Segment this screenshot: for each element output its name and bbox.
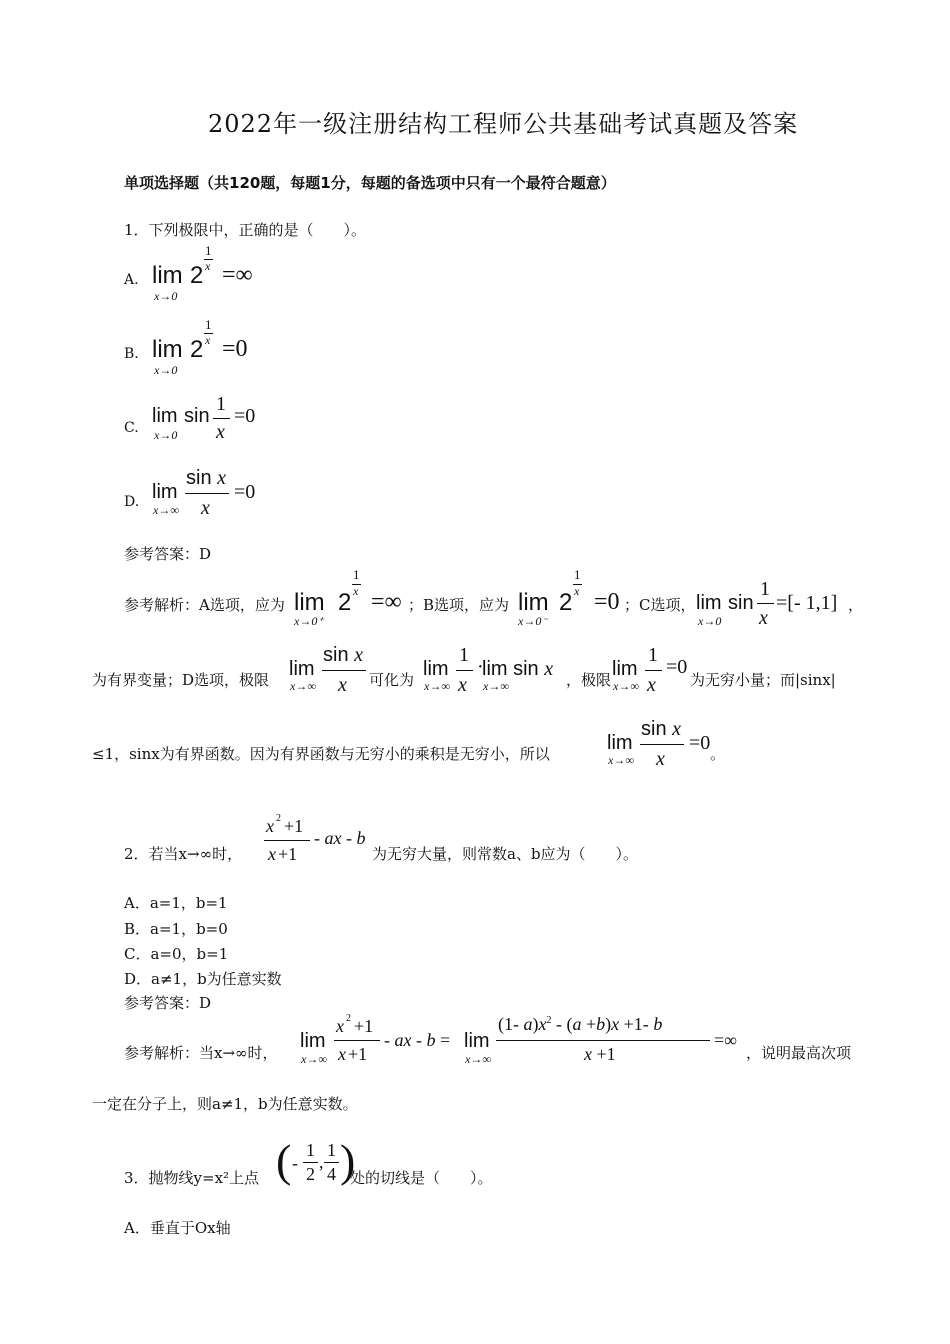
- q1-expl-line2-b: 可化为: [369, 671, 415, 689]
- q2-answer: 参考答案：D: [124, 994, 212, 1012]
- q1-expl-line2-d: 为无穷小量；而|sinx|: [690, 671, 836, 689]
- q1-expl-line2-c: ，极限: [566, 671, 612, 689]
- q2-expl-prefix: 参考解析：当x→∞时，: [124, 1044, 278, 1062]
- q1-option-a-label: A.: [124, 272, 139, 288]
- q1-stem: 1．下列极限中，正确的是（ ）。: [124, 221, 367, 239]
- q2-expl-suffix: ，说明最高次项: [746, 1044, 852, 1062]
- q1-option-d-label: D.: [124, 494, 140, 510]
- q2-option-a: A．a=1，b=1: [124, 894, 228, 912]
- q3-stem-prefix: 3．抛物线y=x²上点: [124, 1169, 260, 1187]
- q1-expl-line3-b: 。: [710, 745, 726, 763]
- q2-option-d: D．a≠1，b为任意实数: [124, 970, 282, 988]
- q2-expl-line2: 一定在分子上，则a≠1，b为任意实数。: [92, 1095, 358, 1113]
- q2-option-b: B．a=1，b=0: [124, 920, 228, 938]
- q3-stem-suffix: 处的切线是（ ）。: [350, 1169, 493, 1187]
- q1-expl-prefix: 参考解析：A选项，应为: [124, 596, 285, 614]
- q1-expl-b: ；B选项，应为: [408, 596, 510, 614]
- q1-answer: 参考答案：D: [124, 545, 212, 563]
- q2-stem-suffix: 为无穷大量，则常数a、b应为（ ）。: [372, 845, 639, 863]
- q1-option-c-label: C.: [124, 420, 139, 436]
- q1-expl-line3-a: ≤1，sinx为有界函数。因为有界函数与无穷小的乘积是无穷小，所以: [92, 745, 550, 763]
- q1-option-b-label: B.: [124, 346, 139, 362]
- section-header: 单项选择题（共120题，每题1分，每题的备选项中只有一个最符合题意）: [124, 174, 616, 192]
- q1-expl-line2-a: 为有界变量；D选项，极限: [92, 671, 270, 689]
- q1-expl-c: ；C选项，: [624, 596, 696, 614]
- q3-option-a: A．垂直于Ox轴: [124, 1219, 231, 1237]
- q2-option-c: C．a=0，b=1: [124, 945, 229, 963]
- page-title: 2022年一级注册结构工程师公共基础考试真题及答案: [208, 110, 799, 138]
- q2-stem-prefix: 2．若当x→∞时，: [124, 845, 243, 863]
- q1-expl-c-end: ，: [848, 596, 864, 614]
